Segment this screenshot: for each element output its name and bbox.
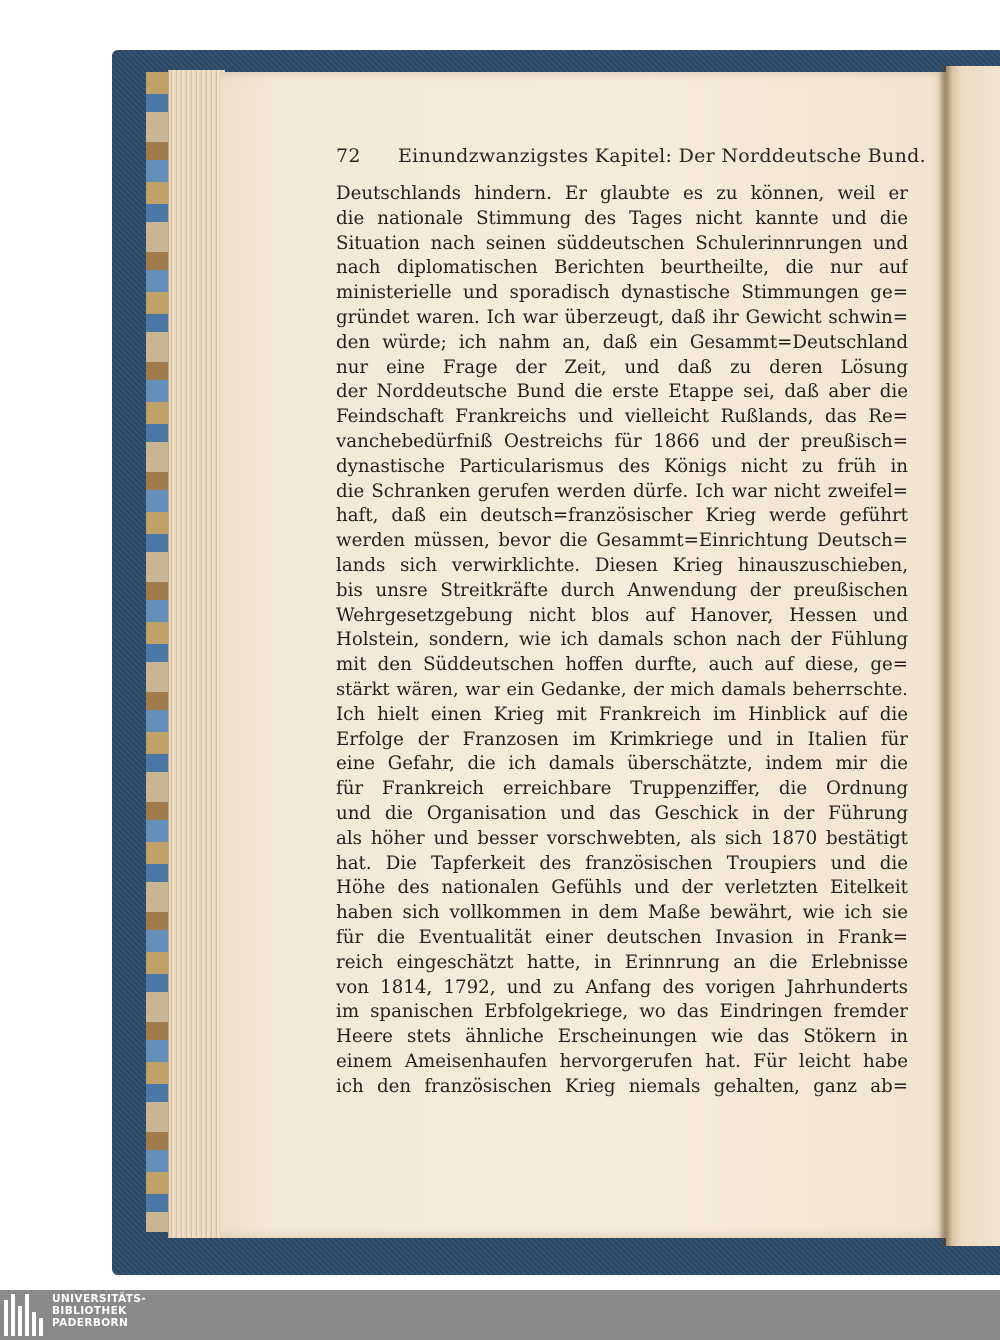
text-line: Erfolge der Franzosen im Krimkriege und in Italien für (336, 728, 908, 750)
text-line: als höher und besser vorschwebten, als sich 1870 bestätigt (336, 827, 908, 849)
page-header (336, 145, 926, 171)
text-line: Ich hielt einen Krieg mit Frankreich im Hinblick auf die (336, 703, 908, 725)
text-line: einem Ameisenhaufen hervorgerufen hat. Für leicht habe (336, 1050, 908, 1072)
text-line: haben sich vollkommen in dem Maße bewährt, wie ich sie (336, 902, 908, 924)
text-line: bis unsre Streitkräfte durch Anwendung der preußischen (336, 579, 908, 601)
text-line: von 1814, 1792, und zu Anfang des vorigen Jahrhunderts (336, 976, 908, 998)
text-line: gründet waren. Ich war überzeugt, daß ihr Gewicht schwin= (336, 306, 908, 328)
text-line: und die Organisation und das Geschick in der Führung (336, 802, 908, 824)
text-line: werden müssen, bevor die Gesammt=Einrichtung Deutsch= (336, 530, 908, 552)
text-line: nur eine Frage der Zeit, und daß zu deren Lösung (336, 356, 908, 378)
page-stack (168, 70, 225, 1238)
text-line: Feindschaft Frankreichs und vielleicht Rußlands, das Re= (336, 406, 908, 428)
text-line: reich eingeschätzt hatte, in Erinnrung an die Erlebnisse (336, 951, 908, 973)
text-line: Holstein, sondern, wie ich damals schon nach der Fühlung (336, 629, 908, 651)
logo-line-3: PADERBORN (52, 1317, 129, 1329)
text-line: die Schranken gerufen werden dürfe. Ich war nicht zweifel= (336, 480, 908, 502)
text-line: die nationale Stimmung des Tages nicht kannte und die (336, 207, 908, 229)
page-number: 72 (336, 145, 361, 167)
text-line: stärkt wären, war ein Gedanke, der mich damals beherrschte. (336, 678, 908, 700)
library-logo-text (52, 1293, 146, 1329)
text-line: ministerielle und sporadisch dynastische Stimmungen ge= (336, 282, 908, 304)
text-line: Situation nach seinen süddeutschen Schulerinnrungen und (336, 232, 908, 254)
text-line: Höhe des nationalen Gefühls und der verletzten Eitelkeit (336, 877, 908, 899)
body-text (336, 182, 908, 1099)
barcode-bars-icon (4, 1294, 44, 1336)
logo-line-2: BIBLIOTHEK (52, 1305, 127, 1317)
text-line: lands sich verwirklichte. Diesen Krieg hinauszuschieben, (336, 554, 908, 576)
text-line: eine Gefahr, die ich damals überschätzte, indem mir die (336, 753, 908, 775)
right-page-edge (946, 66, 1000, 1246)
running-head: Einundzwanzigstes Kapitel: Der Norddeutsche Bund. (398, 145, 926, 167)
footer-bar (0, 1290, 1000, 1340)
text-line: Wehrgesetzgebung nicht blos auf Hanover, Hessen und (336, 604, 908, 626)
text-line: vanchebedürfniß Oestreichs für 1866 und der preußisch= (336, 430, 908, 452)
text-line: im spanischen Erbfolgekriege, wo das Eindringen fremder (336, 1001, 908, 1023)
text-line: haft, daß ein deutsch=französischer Krieg werde geführt (336, 505, 908, 527)
text-line: nach diplomatischen Berichten beurtheilte, die nur auf (336, 257, 908, 279)
text-line: hat. Die Tapferkeit des französischen Troupiers und die (336, 852, 908, 874)
text-line: für die Eventualität einer deutschen Invasion in Frank= (336, 926, 908, 948)
text-line: ich den französischen Krieg niemals gehalten, ganz ab= (336, 1075, 908, 1097)
text-line: der Norddeutsche Bund die erste Etappe sei, daß aber die (336, 381, 908, 403)
logo-line-1: UNIVERSITÄTS- (52, 1293, 147, 1305)
text-line: für Frankreich erreichbare Truppenziffer, die Ordnung (336, 778, 908, 800)
text-line: den würde; ich nahm an, daß ein Gesammt=Deutschland (336, 331, 908, 353)
text-line: dynastische Particularismus des Königs nicht zu früh in (336, 455, 908, 477)
text-line: Heere stets ähnliche Erscheinungen wie das Stökern in (336, 1026, 908, 1048)
text-line: mit den Süddeutschen hoffen durfte, auch auf diese, ge= (336, 654, 908, 676)
page-gutter-shadow (938, 66, 952, 1246)
text-line: Deutschlands hindern. Er glaubte es zu können, weil er (336, 183, 908, 204)
